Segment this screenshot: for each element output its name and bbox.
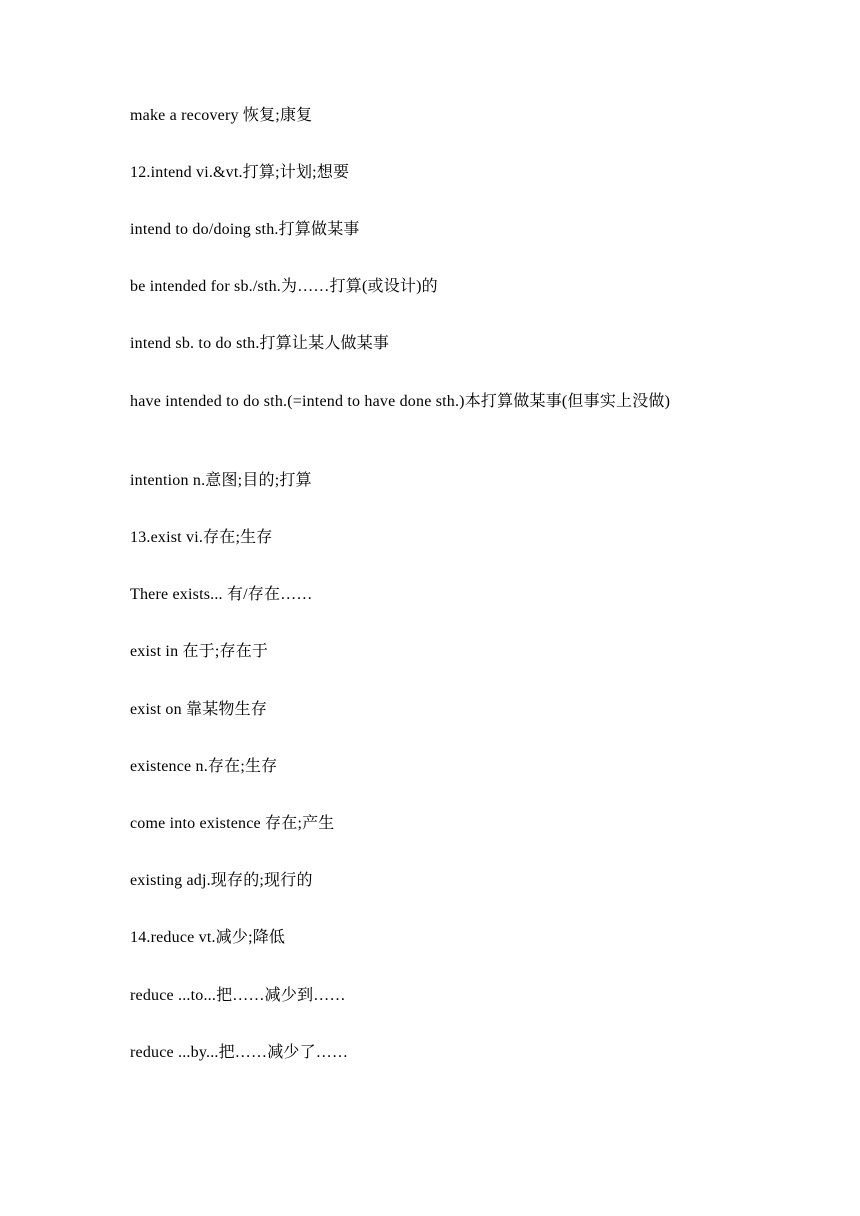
text-line: have intended to do sth.(=intend to have done sth.)本打算做某事(但事实上没做) [130,393,671,410]
text-line: intend sb. to do sth.打算让某人做某事 [130,335,390,352]
text-line: 14.reduce vt.减少;降低 [130,929,286,946]
text-line: intend to do/doing sth.打算做某事 [130,221,360,238]
text-line: come into existence 存在;产生 [130,815,335,832]
text-line: reduce ...to...把……减少到…… [130,987,346,1004]
text-line: There exists... 有/存在…… [130,586,313,603]
text-line: 12.intend vi.&vt.打算;计划;想要 [130,164,350,181]
text-line: intention n.意图;目的;打算 [130,472,312,489]
text-line: exist on 靠某物生存 [130,701,268,718]
text-line: existence n.存在;生存 [130,758,278,775]
text-line: existing adj.现存的;现行的 [130,872,313,889]
text-line: reduce ...by...把……减少了…… [130,1044,349,1061]
text-line: be intended for sb./sth.为……打算(或设计)的 [130,278,438,295]
text-line: exist in 在于;存在于 [130,643,269,660]
text-line: 13.exist vi.存在;生存 [130,529,273,546]
text-line: make a recovery 恢复;康复 [130,107,313,124]
